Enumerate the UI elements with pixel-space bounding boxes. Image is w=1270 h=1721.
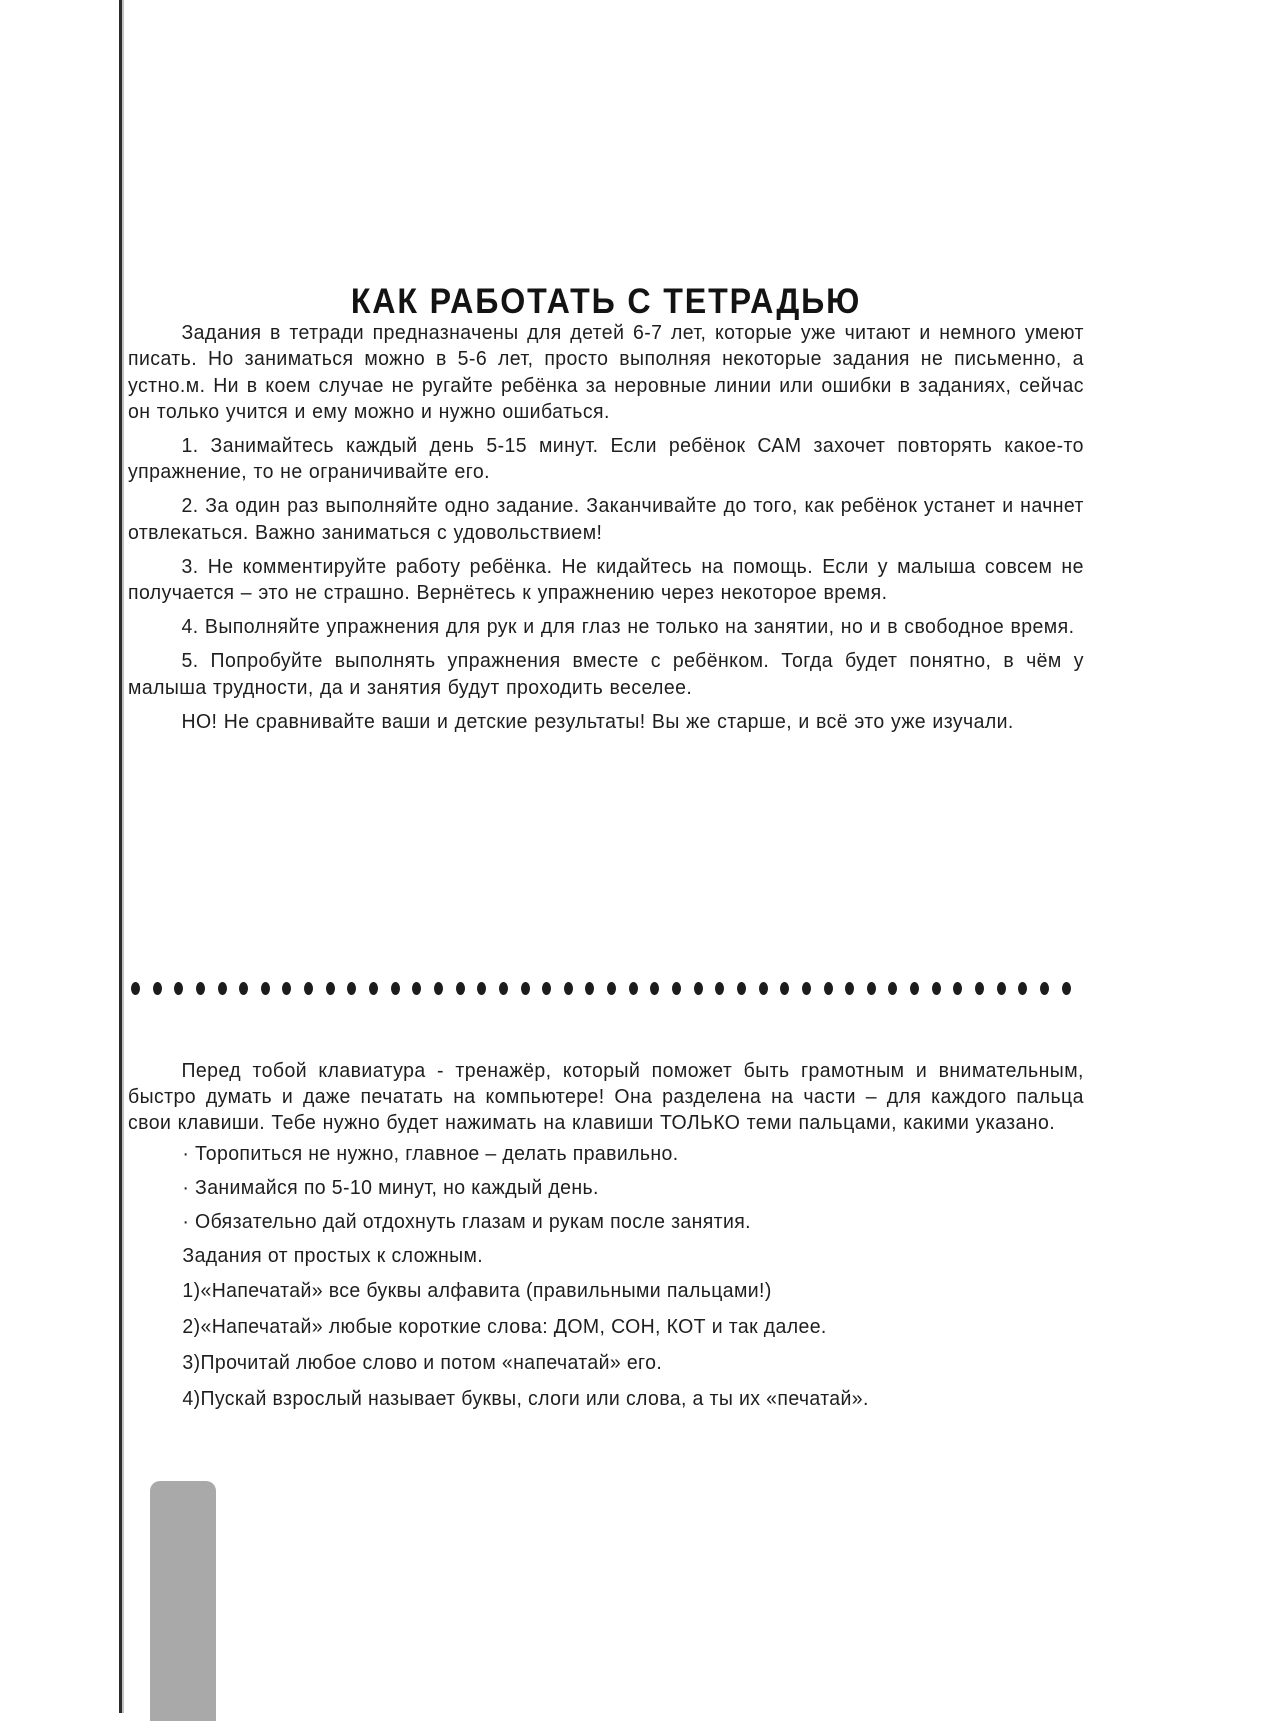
paragraph-spacer — [128, 701, 1084, 709]
divider-dot — [824, 982, 833, 995]
divider-dot — [1062, 982, 1071, 995]
divider-dot — [412, 982, 421, 995]
divider-dot — [174, 982, 183, 995]
paragraph-spacer — [128, 425, 1084, 433]
bullet-dot-icon: · — [182, 1210, 190, 1233]
paragraph-spacer — [128, 485, 1084, 493]
dotted-divider — [131, 979, 1071, 997]
divider-dot — [672, 982, 681, 995]
divider-dot — [585, 982, 594, 995]
divider-dot — [780, 982, 789, 995]
keyboard-bullet-1-label: Торопиться не нужно, главное – делать правильно. — [195, 1142, 679, 1165]
divider-dot — [997, 982, 1006, 995]
divider-dot — [910, 982, 919, 995]
divider-dot — [282, 982, 291, 995]
divider-dot — [542, 982, 551, 995]
rule-item-2: 2. За один раз выполняйте одно задание. Заканчивайте до того, как ребёнок устанет и начнет отвлекаться. Важно заниматься с удовольствием! — [128, 495, 1084, 544]
divider-dot — [499, 982, 508, 995]
divider-dot — [932, 982, 941, 995]
bullet-dot-icon: · — [182, 1142, 190, 1165]
divider-dot — [261, 982, 270, 995]
divider-dot — [867, 982, 876, 995]
paragraph-spacer — [128, 606, 1084, 614]
divider-dot — [715, 982, 724, 995]
divider-dot — [521, 982, 530, 995]
divider-dot — [218, 982, 227, 995]
keyboard-intro-paragraph: Перед тобой клавиатура - тренажёр, который поможет быть грамотным и внимательным, быстро думать и даже печатать на компьютере! Она разделена на части – для каждого пальца свои клавиши. Тебе нужно будет нажимать на клавиши ТОЛЬКО теми пальцами, какими указано. — [128, 1060, 1084, 1135]
rule-item-5: 5. Попробуйте выполнять упражнения вместе с ребёнком. Тогда будет понятно, в чём у малыша трудности, да и занятия будут проходить веселее. — [128, 650, 1084, 699]
rule-item-4: 4. Выполняйте упражнения для рук и для глаз не только на занятии, но и в свободное время. — [181, 616, 1075, 639]
page-title: КАК РАБОТАТЬ С ТЕТРАДЬЮ — [350, 282, 862, 321]
tasks-lead-in: Задания от простых к сложным. — [182, 1244, 484, 1267]
paragraph-spacer — [128, 640, 1084, 648]
rule-item-note: НО! Не сравнивайте ваши и детские результаты! Вы же старше, и всё это уже изучали. — [181, 710, 1014, 733]
divider-dot — [737, 982, 746, 995]
divider-dot — [694, 982, 703, 995]
divider-dot — [369, 982, 378, 995]
divider-dot — [477, 982, 486, 995]
task-item-2: 2)«Напечатай» любые короткие слова: ДОМ, СОН, КОТ и так далее. — [182, 1315, 827, 1338]
divider-dot — [802, 982, 811, 995]
divider-dot — [629, 982, 638, 995]
main-text-column — [128, 0, 1084, 735]
rule-item-1: 1. Занимайтесь каждый день 5-15 минут. Если ребёнок САМ захочет повторять какое-то упражнение, то не ограничивайте его. — [128, 434, 1084, 484]
divider-dot — [153, 982, 162, 995]
paragraph-spacer — [128, 546, 1084, 554]
keyboard-bullet-2-label: Занимайся по 5-10 минут, но каждый день. — [195, 1176, 599, 1199]
intro-paragraph: Задания в тетради предназначены для детей 6-7 лет, которые уже читают и немного умеют писать. Но заниматься можно в 5-6 лет, просто выполняя некоторые задания не письменно, а устно.м. Ни в коем случае не ругайте ребёнка за неровные линии или ошибки в заданиях, сейчас он только учится и ему можно и нужно ошибаться. — [128, 322, 1084, 423]
keyboard-bullet-1 — [128, 1137, 1138, 1171]
divider-dot — [347, 982, 356, 995]
task-item-1: 1)«Напечатай» все буквы алфавита (правильными пальцами!) — [182, 1279, 772, 1302]
task-item-3: 3)Прочитай любое слово и потом «напечатай» его. — [182, 1351, 663, 1374]
binding-edge-shadow — [122, 0, 124, 1713]
divider-dot — [196, 982, 205, 995]
keyboard-bullet-3 — [128, 1205, 1138, 1239]
divider-dot — [953, 982, 962, 995]
keyboard-bullet-3-label: Обязательно дай отдохнуть глазам и рукам после занятия. — [195, 1210, 751, 1233]
divider-dot — [607, 982, 616, 995]
divider-dot — [1040, 982, 1049, 995]
divider-dot — [239, 982, 248, 995]
divider-dot — [326, 982, 335, 995]
divider-dot — [650, 982, 659, 995]
keyboard-section — [128, 1058, 1084, 1417]
divider-dot — [391, 982, 400, 995]
divider-dot — [564, 982, 573, 995]
divider-dot — [1018, 982, 1027, 995]
bullet-dot-icon: · — [182, 1176, 190, 1199]
divider-dot — [845, 982, 854, 995]
divider-dot — [131, 982, 140, 995]
divider-dot — [975, 982, 984, 995]
divider-dot — [434, 982, 443, 995]
divider-dot — [304, 982, 313, 995]
divider-dot — [456, 982, 465, 995]
rule-item-3: 3. Не комментируйте работу ребёнка. Не кидайтесь на помощь. Если у малыша совсем не получается – это не страшно. Вернётесь к упражнению через некоторое время. — [128, 555, 1084, 604]
divider-dot — [888, 982, 897, 995]
page-thumb-tab — [150, 1481, 216, 1721]
divider-dot — [759, 982, 768, 995]
task-item-4: 4)Пускай взрослый называет буквы, слоги или слова, а ты их «печатай». — [182, 1387, 869, 1410]
keyboard-bullet-2 — [128, 1171, 1138, 1205]
